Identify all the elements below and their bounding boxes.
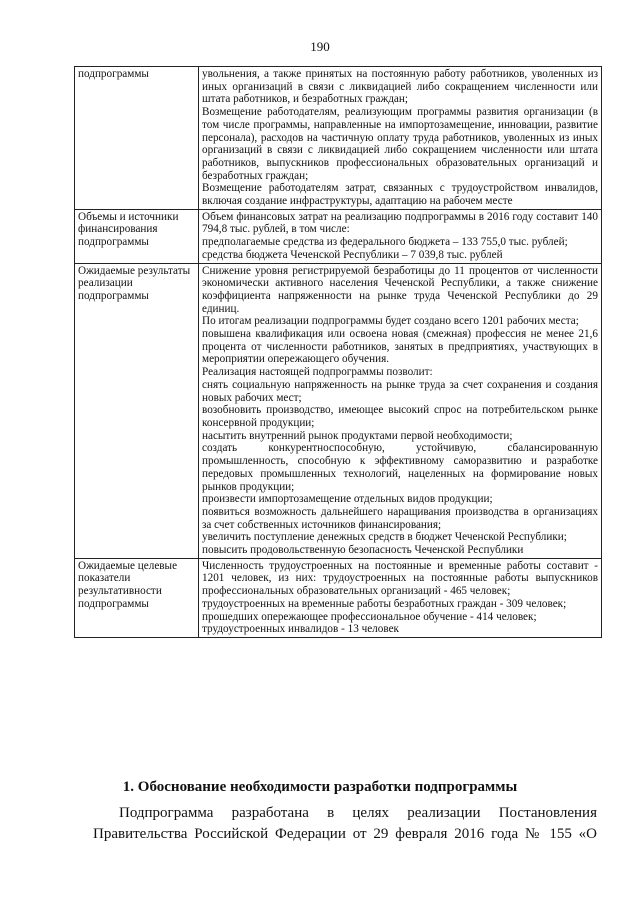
section-body-text: Подпрограмма разработана в целях реализации Постановления Правительства Российской Федерации от 29 февраля 2016 года № 155 «О — [93, 805, 597, 842]
paragraph: создать конкурентноспособную, устойчивую, сбалансированную промышленность, способную к эффективному саморазвитию и разработке передовых промышленных технологий, нацеленных на формирование новых рынков продукции; — [202, 442, 598, 493]
paragraph: По итогам реализации подпрограммы будет создано всего 1201 рабочих места; — [202, 315, 579, 328]
paragraph: снять социальную напряженность на рынке труда за счет сохранения и создания новых рабочих мест; — [202, 378, 598, 404]
paragraph: Численность трудоустроенных на постоянные и временные работы составит - 1201 человек, из них: трудоустроенных на постоянные работы выпускников профессиональных образовательных организаций - 465 человек; — [202, 559, 598, 598]
paragraph: прошедших опережающее профессиональное обучение - 414 человек; — [202, 610, 537, 623]
paragraph: увольнения, а также принятых на постоянную работу работников, уволенных из иных организаций в связи с ликвидацией либо сокращением численности или штата работников, и безработных граждан; — [202, 68, 598, 106]
paragraph: повысить продовольственную безопасность Чеченской Республики — [202, 544, 524, 557]
paragraph: трудоустроенных на временные работы безработных граждан - 309 человек; — [202, 597, 567, 610]
paragraph: увеличить поступление денежных средств в бюджет Чеченской Республики; — [202, 531, 567, 544]
row-label: Ожидаемые результаты реализации подпрограммы — [75, 263, 199, 558]
paragraph: появиться возможность дальнейшего наращивания производства в организациях за счет собственных источников финансирования; — [202, 505, 598, 531]
paragraph: предполагаемые средства из федерального бюджета – 133 755,0 тыс. рублей; — [202, 236, 568, 249]
paragraph: повышена квалификация или освоена новая (смежная) профессия не менее 21,6 процента от численности работников, занятых в предприятиях, участвующих в мероприятии опережающего обучения. — [202, 328, 598, 366]
table-row — [75, 67, 602, 210]
row-label: Ожидаемые целевые показатели результативности подпрограммы — [75, 558, 199, 637]
row-label: Объемы и источники финансирования подпрограммы — [75, 209, 199, 263]
paragraph: Снижение уровня регистрируемой безработицы до 11 процентов от численности экономически активного населения Чеченской Республики, а также снижение коэффициента напряженности на рынке труда Чеченской Республики до 29 единиц. — [202, 264, 598, 315]
table-row — [75, 263, 602, 558]
row-label: подпрограммы — [75, 67, 199, 210]
table-row — [75, 209, 602, 263]
paragraph: средства бюджета Чеченской Республики – 7 039,8 тыс. рублей — [202, 248, 503, 261]
row-content — [199, 263, 602, 558]
subprogram-passport-table — [74, 66, 602, 638]
table-row — [75, 558, 602, 637]
row-content — [199, 209, 602, 263]
paragraph: насытить внутренний рынок продуктами первой необходимости; — [202, 429, 513, 442]
paragraph: произвести импортозамещение отдельных видов продукции; — [202, 493, 493, 506]
paragraph: Возмещение работодателям, реализующим программы развития организации (в том числе программы, направленные на импортозамещение, инновации, развитие персонала), расходов на частичную оплату труда работников, уволенных из иных организаций в связи с ликвидацией либо сокращением численности или штата работников, выпускников профессиональных образовательных организаций и безработных граждан; — [202, 106, 598, 182]
paragraph: трудоустроенных инвалидов - 13 человек — [202, 623, 399, 636]
paragraph: Возмещение работодателям затрат, связанных с трудоустройством инвалидов, включая создание инфраструктуры, адаптацию на рабочем месте — [202, 182, 598, 208]
page-number: 190 — [310, 39, 330, 54]
row-content — [199, 67, 602, 210]
section-heading: 1. Обоснование необходимости разработки подпрограммы — [122, 779, 518, 795]
paragraph: Реализация настоящей подпрограммы позволит: — [202, 366, 433, 379]
row-content — [199, 558, 602, 637]
paragraph: возобновить производство, имеющее высокий спрос на потребительском рынке консервной продукции; — [202, 404, 598, 429]
paragraph: Объем финансовых затрат на реализацию подпрограммы в 2016 году составит 140 794,8 тыс. рублей, в том числе: — [202, 210, 598, 236]
